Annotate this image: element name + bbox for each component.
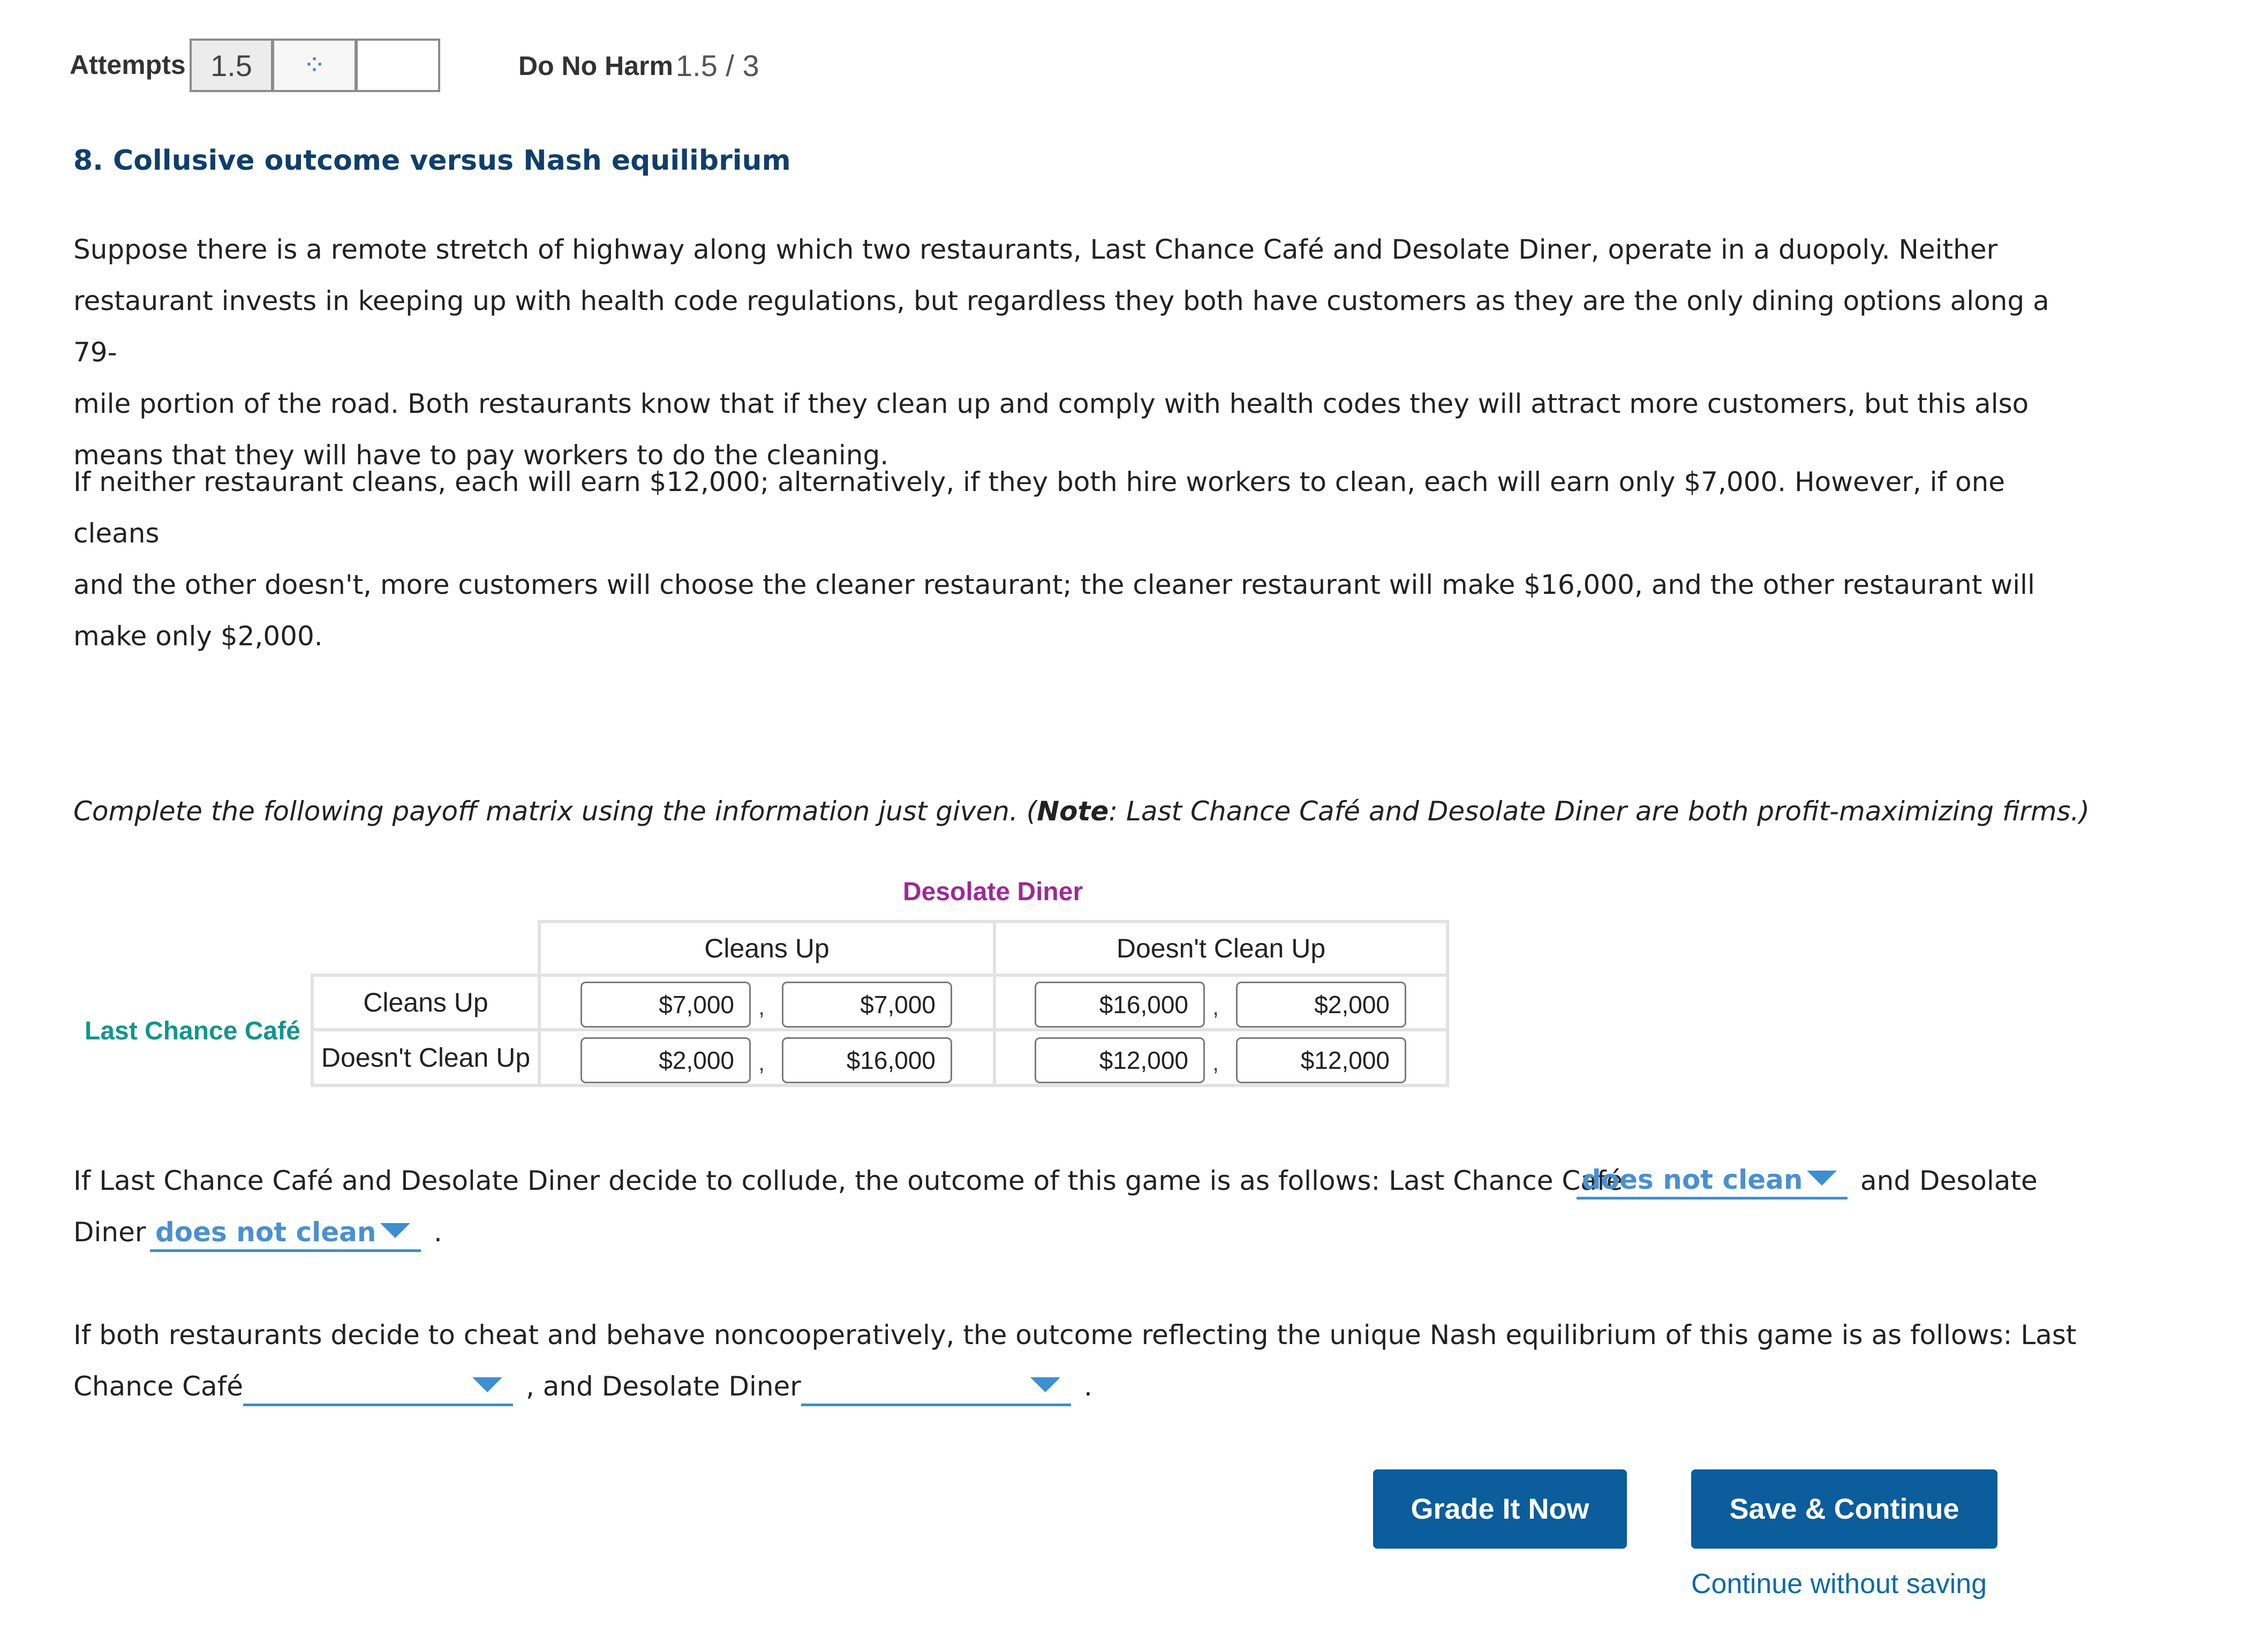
row-player-label: Last Chance Café bbox=[85, 1017, 300, 1045]
paragraph-line: make only $2,000. bbox=[73, 621, 323, 652]
row-header-cleans-up: Cleans Up bbox=[311, 974, 541, 1031]
payoff-input-diner[interactable]: $2,000 bbox=[1236, 982, 1406, 1028]
nash-text-line1: If both restaurants decide to cheat and behave noncooperatively, the outcome reflecting the unique Nash equilibrium of this game is as follows: Last bbox=[73, 1319, 2077, 1351]
attempt-score: 1.5 bbox=[210, 48, 252, 82]
payoff-separator: , bbox=[758, 994, 765, 1020]
collude-text-tail: and Desolate bbox=[1860, 1165, 2038, 1196]
chevron-down-icon bbox=[380, 1223, 410, 1238]
payoff-input-diner[interactable]: $12,000 bbox=[1236, 1037, 1406, 1083]
payoff-separator: , bbox=[1212, 994, 1219, 1020]
payoff-input-cafe[interactable]: $7,000 bbox=[580, 982, 751, 1028]
nash-cafe-dropdown[interactable] bbox=[243, 1369, 513, 1406]
nash-text-line2: Chance Café bbox=[73, 1371, 243, 1402]
question-title: 8. Collusive outcome versus Nash equilibrium bbox=[73, 145, 791, 177]
col-header-cleans-up: Cleans Up bbox=[538, 920, 996, 977]
payoff-input-diner[interactable]: $16,000 bbox=[782, 1037, 952, 1083]
collude-cafe-dropdown[interactable] bbox=[1577, 1162, 1848, 1200]
nash-text-middle: , and Desolate Diner bbox=[526, 1371, 801, 1402]
column-player-label: Desolate Diner bbox=[903, 878, 1083, 906]
instruction-text: Complete the following payoff matrix using the information just given. (Note: Last Chance Café and Desolate Diner are both profit-maximizing firms.) bbox=[73, 796, 2090, 827]
save-and-continue-button[interactable]: Save & Continue bbox=[1691, 1469, 1997, 1549]
paragraph-line: If neither restaurant cleans, each will earn $12,000; alternatively, if they both hire workers to clean, each will earn only $7,000. However, if one cleans bbox=[73, 466, 2005, 549]
paragraph-line: means that they will have to pay workers to do the cleaning. bbox=[73, 440, 889, 471]
dropdown-selected-value: does not clean bbox=[155, 1217, 376, 1248]
paragraph-line: restaurant invests in keeping up with health code regulations, but regardless they both have customers as they are the only dining options along a 79- bbox=[73, 285, 2049, 368]
paragraph-line: Suppose there is a remote stretch of highway along which two restaurants, Last Chance Café and Desolate Diner, operate in a duopoly. Neither bbox=[73, 234, 1998, 265]
payoff-input-cafe[interactable]: $16,000 bbox=[1035, 982, 1205, 1028]
payoff-input-cafe[interactable]: $2,000 bbox=[580, 1037, 751, 1083]
payoff-input-cafe[interactable]: $12,000 bbox=[1035, 1037, 1205, 1083]
paragraph-line: mile portion of the road. Both restaurants know that if they clean up and comply with health codes they will attract more customers, but this also bbox=[73, 388, 2029, 419]
sentence-period: . bbox=[434, 1217, 442, 1248]
row-header-doesnt-clean-up: Doesn't Clean Up bbox=[311, 1028, 541, 1087]
attempt-empty-box bbox=[357, 39, 440, 92]
dropdown-selected-value: does not clean bbox=[1582, 1164, 1803, 1195]
attempt-score-box bbox=[190, 39, 273, 92]
sentence-period: . bbox=[1084, 1371, 1092, 1402]
payoff-separator: , bbox=[758, 1050, 765, 1076]
continue-without-saving-link[interactable]: Continue without saving bbox=[1691, 1568, 1987, 1600]
col-header-doesnt-clean-up: Doesn't Clean Up bbox=[993, 920, 1449, 977]
chevron-down-icon bbox=[1807, 1171, 1837, 1186]
nash-diner-dropdown[interactable] bbox=[801, 1369, 1071, 1406]
do-no-harm-label: Do No Harm bbox=[518, 51, 673, 81]
chevron-down-icon bbox=[472, 1377, 502, 1392]
collude-diner-dropdown[interactable] bbox=[150, 1215, 421, 1252]
scenario-paragraph bbox=[73, 224, 2055, 481]
note-label: Note bbox=[1037, 796, 1109, 827]
do-no-harm-score: 1.5 / 3 bbox=[676, 49, 759, 82]
attempt-icon-box[interactable] bbox=[273, 39, 357, 92]
payoff-description-paragraph bbox=[73, 456, 2055, 662]
paragraph-line: and the other doesn't, more customers will choose the cleaner restaurant; the cleaner restaurant will make $16,000, and the other restaurant will bbox=[73, 569, 2035, 600]
payoff-separator: , bbox=[1212, 1050, 1219, 1076]
grade-it-now-button[interactable]: Grade It Now bbox=[1373, 1469, 1627, 1549]
payoff-input-diner[interactable]: $7,000 bbox=[782, 982, 952, 1028]
attempts-label: Attempts bbox=[70, 50, 186, 80]
diamond-dots-icon: ⁘ bbox=[303, 50, 326, 81]
chevron-down-icon bbox=[1030, 1377, 1060, 1392]
collude-text-line2: Diner bbox=[73, 1217, 146, 1248]
collude-text-line1: If Last Chance Café and Desolate Diner decide to collude, the outcome of this game is as follows: Last Chance Café bbox=[73, 1165, 1623, 1196]
